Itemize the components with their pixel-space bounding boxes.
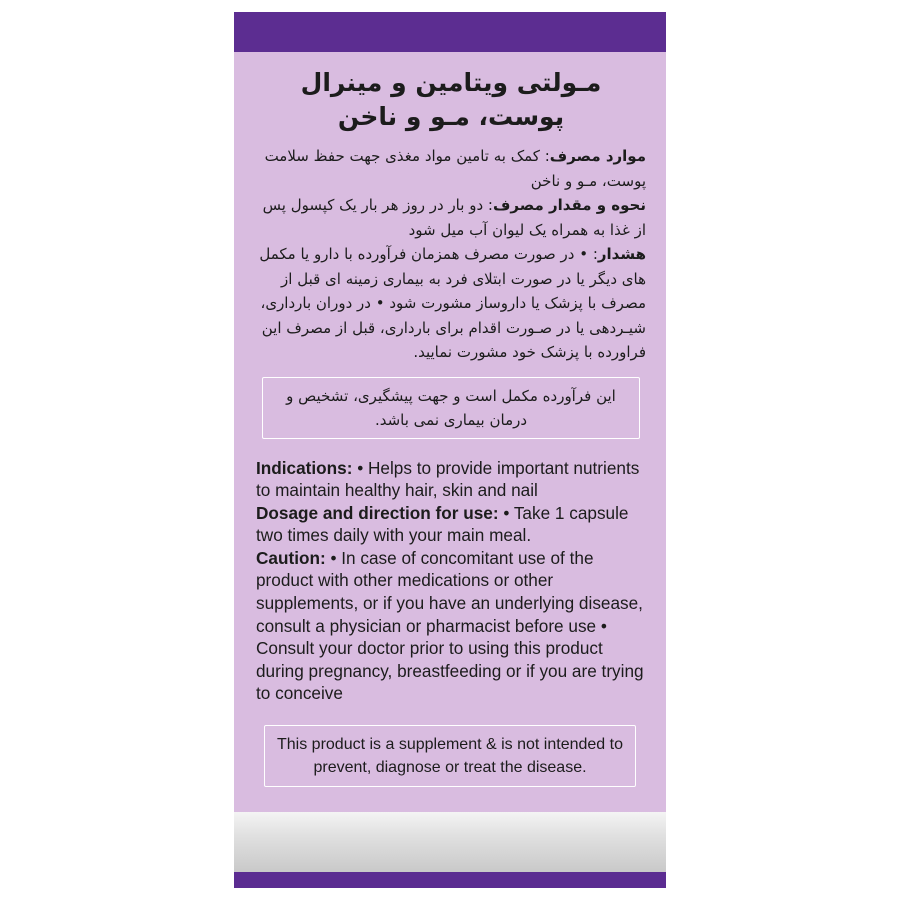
bottom-purple-band — [234, 872, 666, 888]
package-side-panel — [234, 12, 666, 888]
top-purple-band — [234, 12, 666, 52]
english-indications-text: • Helps to provide important nutrients to maintain healthy hair, skin and nail — [256, 457, 640, 501]
english-caution-label: Caution: — [256, 547, 326, 568]
english-indications-label: Indications: — [256, 457, 353, 478]
english-supplement-notice: This product is a supplement & is not intended to prevent, diagnose or treat the disease. — [264, 725, 636, 787]
persian-dosage-label: نحوه و مقدار مصرف — [492, 196, 646, 214]
english-caution-text: • In case of concomitant use of the product with other medications or other supplements, or if you have an underlying disease, consult a physician or pharmacist before use • Consult your doctor prior to using this product during pregnancy, breastfeeding or if you are trying to conceive — [256, 547, 644, 704]
persian-dosage-text: : دو بار در روز هر بار یک کپسول پس از غذا به همراه یک لیوان آب میل شود — [262, 196, 646, 239]
persian-caution-text: : • در صورت مصرف همزمان فرآورده با دارو یا مکمل های دیگر یا در صورت ابتلای فرد به بیماری زمینه ای قبل از مصرف با پزشک یا داروساز مشورت شود • در دوران بارداری، شیـردهی یا در صـورت اقدام برای بارداری، قبل از مصرف این فراورده با پزشک خود مشورت نمایید. — [259, 245, 646, 361]
persian-title-line-2: پوست، مـو و ناخن — [337, 102, 565, 131]
persian-instructions — [256, 144, 646, 365]
persian-product-title — [256, 66, 646, 134]
persian-title-line-1: مـولتی ویتامین و مینرال — [300, 68, 602, 97]
persian-indications-text: : کمک به تامین مواد مغذی جهت حفظ سلامت پوست، مـو و ناخن — [264, 147, 646, 190]
silver-foil-strip — [234, 812, 666, 872]
english-dosage-label: Dosage and direction for use: — [256, 502, 499, 523]
persian-caution-label: هشدار — [597, 245, 646, 263]
english-dosage-text: • Take 1 capsule two times daily with your main meal. — [256, 502, 629, 546]
english-instructions — [256, 457, 646, 706]
label-content — [256, 66, 646, 787]
persian-supplement-notice: این فرآورده مکمل است و جهت پیشگیری، تشخیص و درمان بیماری نمی باشد. — [262, 377, 640, 439]
persian-indications-label: موارد مصرف — [549, 147, 646, 165]
